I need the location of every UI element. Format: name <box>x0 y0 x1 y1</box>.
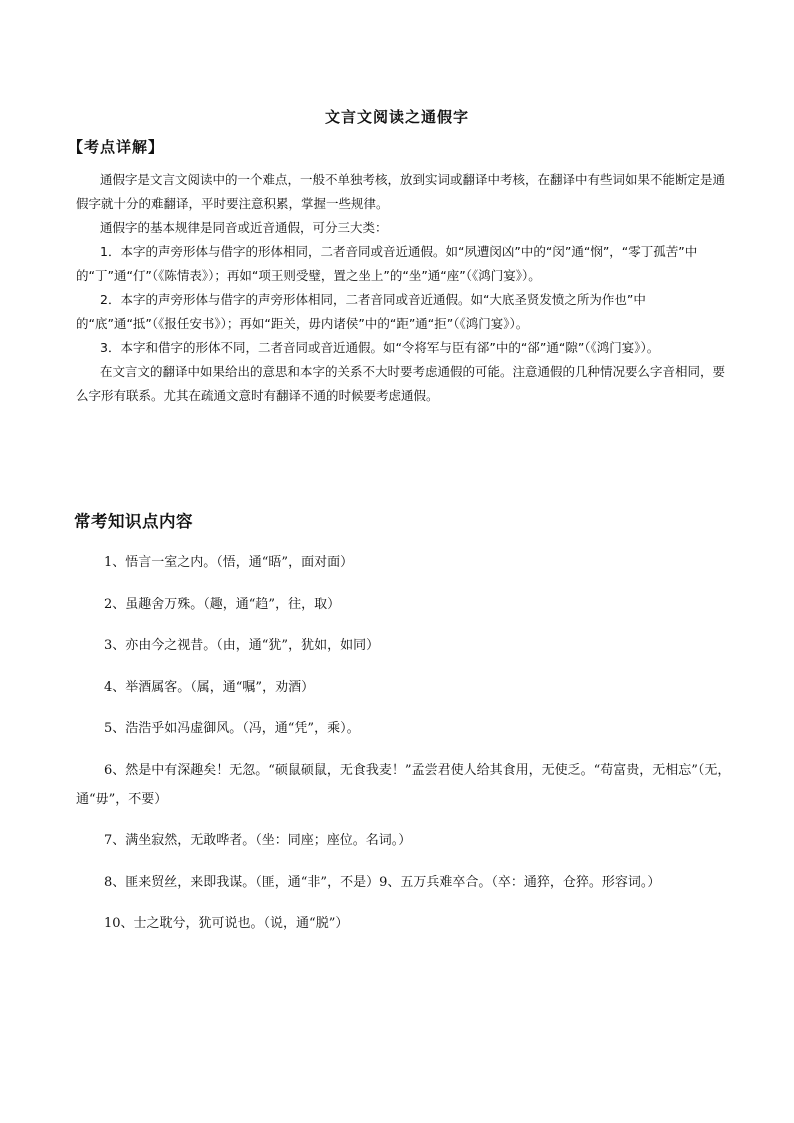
paragraph: 2．本字的声旁形体与借字的声旁形体相同，二者音同或音近通假。如“大底圣贤发愤之所为作也”中的“底”通“抵”（《报任安书》）；再如“距关，毋内诸侯”中的“距”通“拒”（《鸿门宴》）。 <box>76 292 646 331</box>
paragraph: 通假字的基本规律是同音或近音通假，可分三大类： <box>100 220 388 235</box>
list-item: 7、满坐寂然，无敢哗者。（坐：同座；座位。名词。） <box>104 833 412 848</box>
paragraph: 通假字是文言文阅读中的一个难点，一般不单独考核，放到实词或翻译中考核，在翻译中有些词如果不能断定是通假字就十分的难翻译，平时要注意积累，掌握一些规律。 <box>76 172 726 211</box>
document-title: 文言文阅读之通假字 <box>324 108 469 126</box>
section-heading: 常考知识点内容 <box>74 512 193 531</box>
intro-body <box>76 168 732 408</box>
list-item: 6、然是中有深趣矣！无忽。“硕鼠硕鼠，无食我麦！”孟尝君使人给其食用，无使乏。“苟富贵，无相忘”（无，通“毋”，不要） <box>76 762 731 807</box>
paragraph: 1．本字的声旁形体与借字的形体相同，二者音同或音近通假。如“夙遭闵凶”中的“闵”通“悯”，“零丁孤苦”中的“丁”通“仃”（《陈情表》）；再如“项王则受璧，置之坐上”的“坐”通“座”（《鸿门宴》）。 <box>76 244 698 283</box>
paragraph: 在文言文的翻译中如果给出的意思和本字的关系不大时要考虑通假的可能。注意通假的几种情况要么字音相同，要么字形有联系。尤其在疏通文意时有翻译不通的时候要考虑通假。 <box>76 364 726 403</box>
list-item: 10、士之耽兮，犹可说也。（说，通“脱”） <box>104 916 349 931</box>
list-item: 2、虽趣舍万殊。（趣，通“趋”，往，取） <box>104 596 341 612</box>
list-item: 4、举酒属客。（属，通“嘱”，劝酒） <box>104 679 315 695</box>
knowledge-list <box>76 548 736 951</box>
list-item: 3、亦由今之视昔。（由，通“犹”，犹如，如同） <box>104 638 380 653</box>
paragraph: 3．本字和借字的形体不同，二者音同或音近通假。如“令将军与臣有郤”中的“郤”通“隙”（《鸿门宴》）。 <box>100 340 660 355</box>
list-item: 1、悟言一室之内。（悟，通“晤”，面对面） <box>104 555 354 570</box>
list-item: 5、浩浩乎如冯虚御风。（冯，通“凭”，乘）。 <box>104 721 360 736</box>
list-item: 8、匪来贸丝，来即我谋。（匪，通“非”，不是）9、五万兵难卒合。（卒：通猝，仓猝。形容词。） <box>104 874 661 890</box>
section-label: 【考点详解】 <box>68 138 165 156</box>
